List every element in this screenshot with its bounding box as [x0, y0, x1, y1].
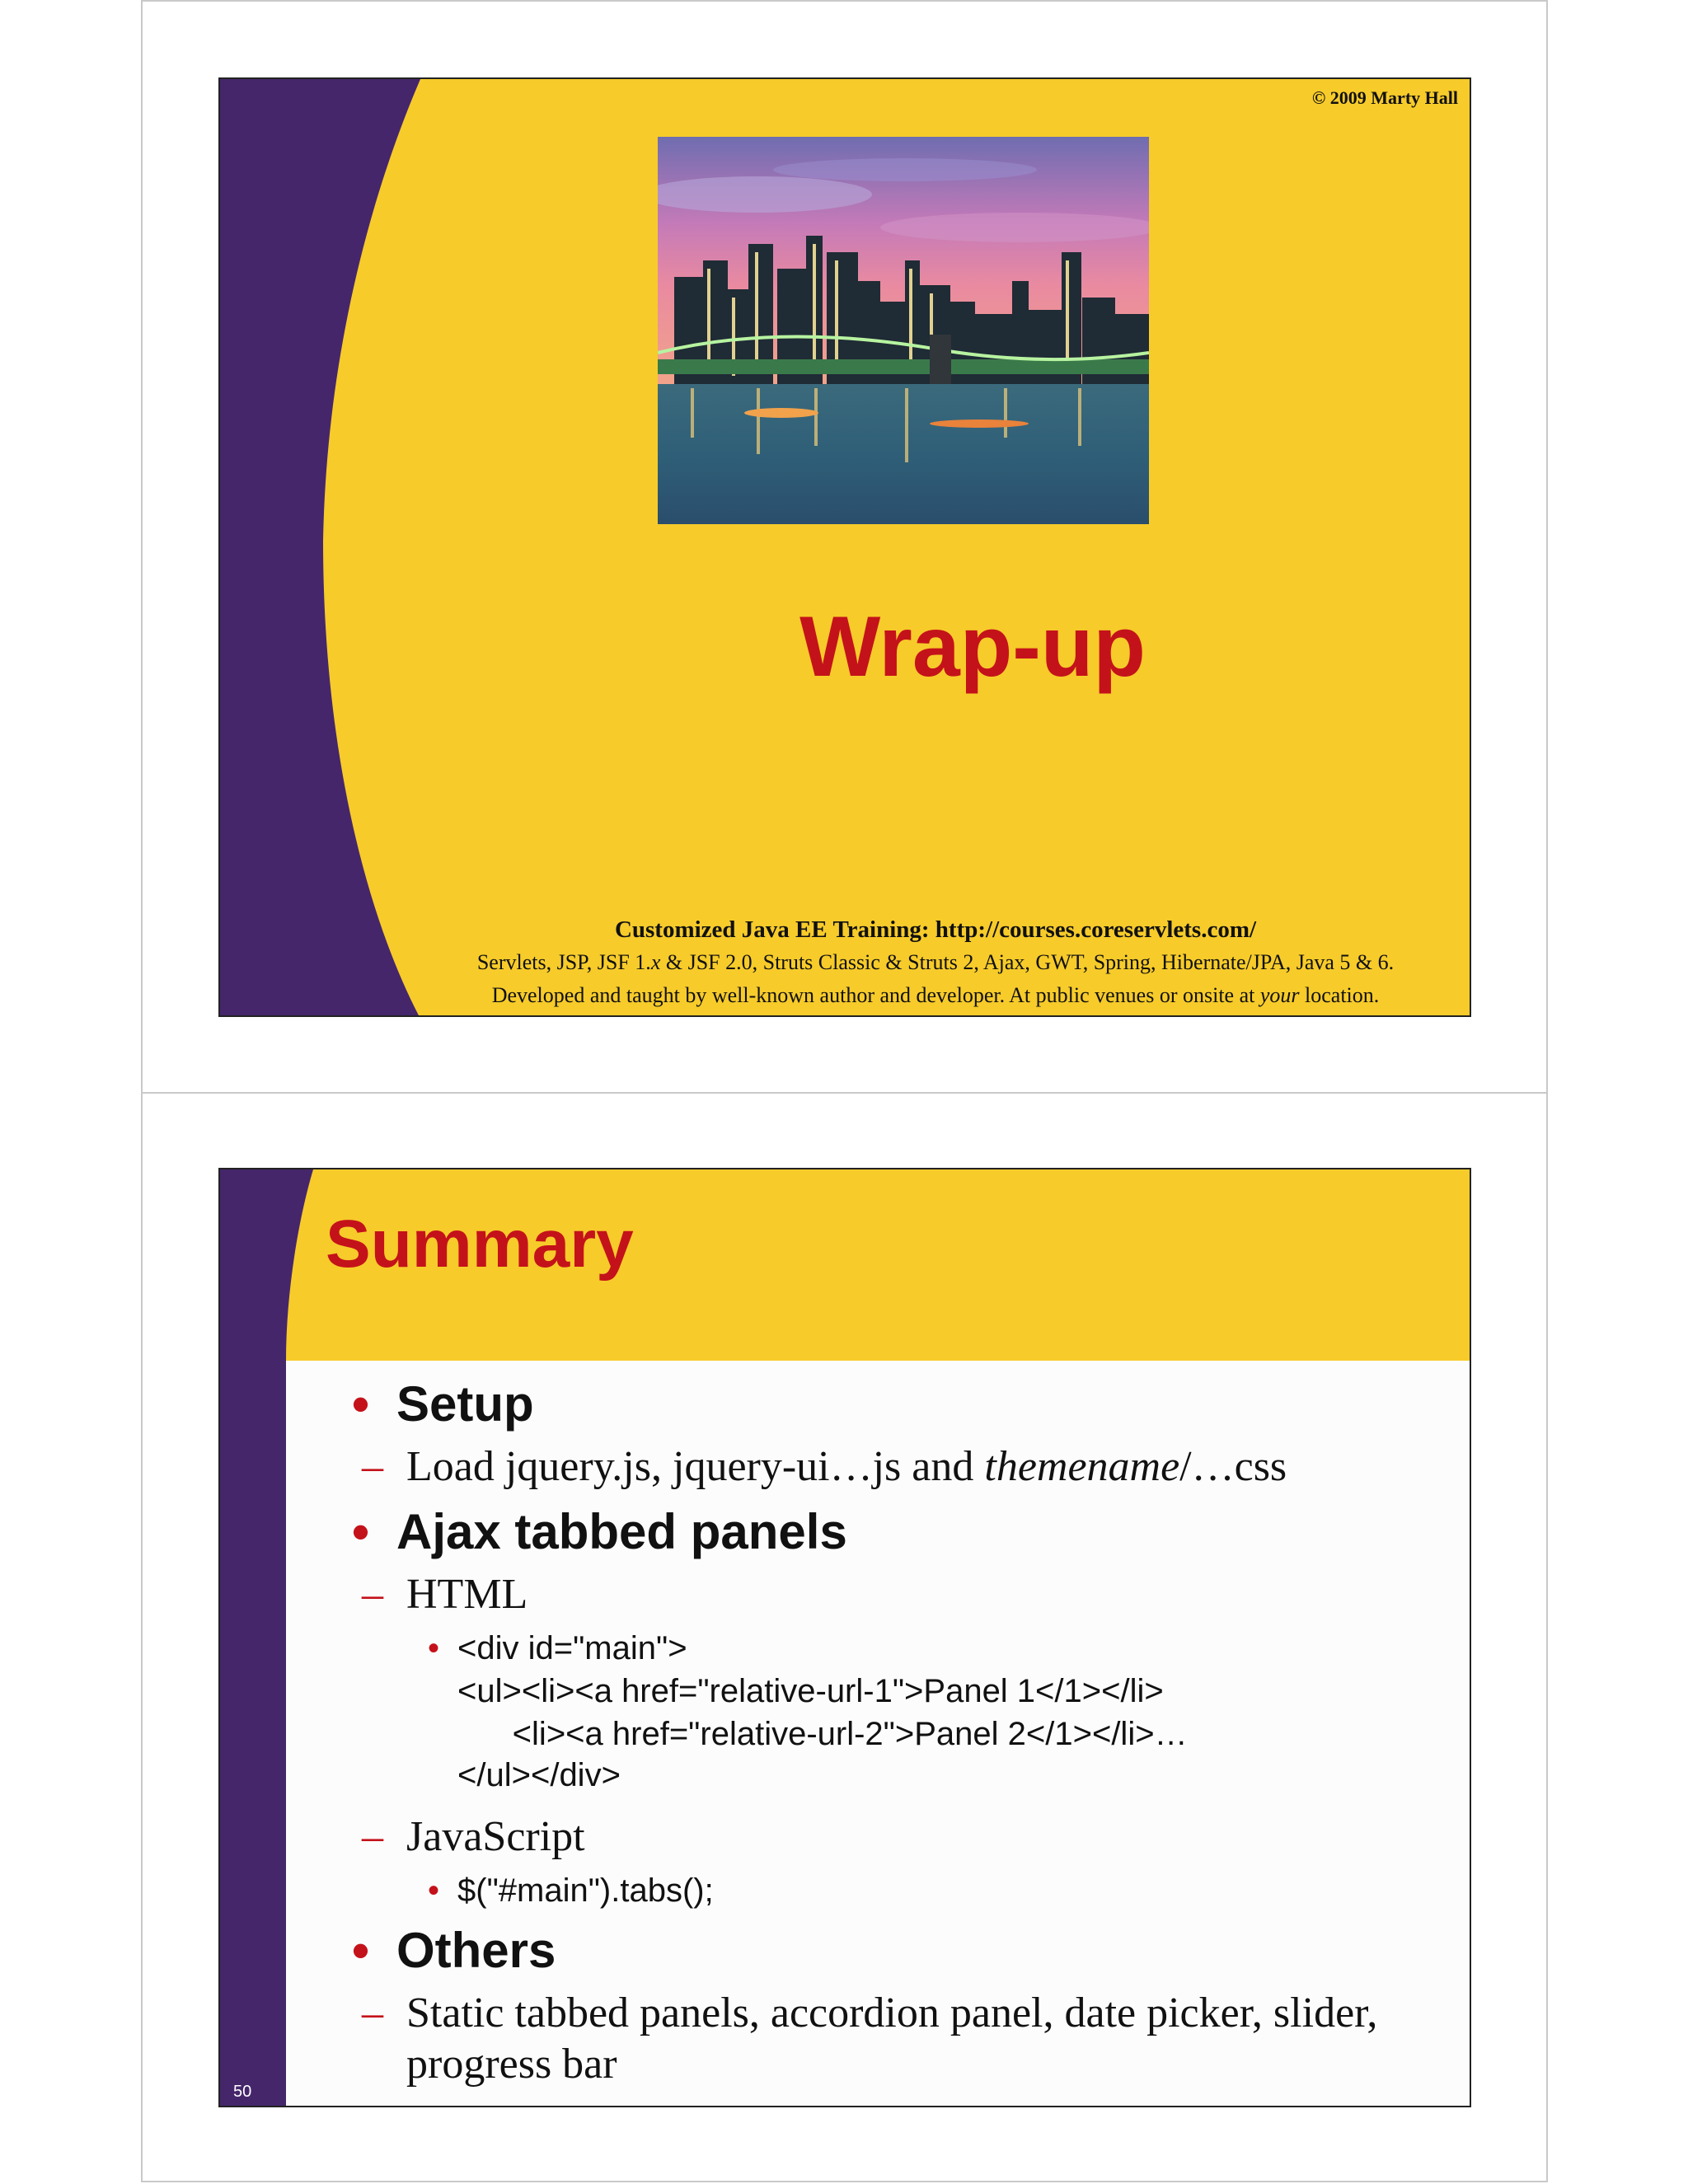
sub-bullet-load: – Load jquery.js, jquery-ui…js and themename/…css: [362, 1443, 1287, 1490]
footer-topics-line: [401, 946, 1470, 979]
bullet-setup: • Setup: [352, 1376, 534, 1432]
code-js-text: $("#main").tabs();: [457, 1872, 714, 1909]
footer-author-part2: location.: [1299, 983, 1380, 1007]
sub-bullet-load-part1: Load jquery.js, jquery-ui…js and: [406, 1443, 985, 1490]
sub-bullet-load-italic: themename: [984, 1443, 1180, 1490]
code-html-line2: <ul><li><a href="relative-url-1">Panel 1</1></li>: [457, 1673, 1164, 1709]
footer-author-line: [401, 979, 1470, 1012]
code-html-text1: <div id="main">: [457, 1630, 687, 1666]
slide-wrap-up: [218, 77, 1471, 1017]
footer-author-part1: Developed and taught by well-known author and developer. At public venues or onsite at: [491, 983, 1260, 1007]
city-skyline-image: [658, 137, 1149, 524]
code-html-line1: • <div id="main">: [428, 1630, 687, 1666]
sub-bullet-others-cont: progress bar: [406, 2041, 617, 2088]
slide-number: 50: [233, 2083, 252, 2101]
sub-bullet-javascript-text: JavaScript: [406, 1813, 585, 1860]
footer-topics-part1: Servlets, JSP, JSF 1.: [476, 950, 651, 974]
sub-bullet-others: – Static tabbed panels, accordion panel, date picker, slider,: [362, 1990, 1378, 2036]
slide-title: Summary: [326, 1207, 634, 1282]
bullet-others-text: Others: [396, 1923, 556, 1978]
footer-author-italic: your: [1259, 983, 1300, 1007]
footer-training-line: Customized Java EE Training: http://courses.coreservlets.com/: [614, 916, 1257, 943]
code-html-line3: <li><a href="relative-url-2">Panel 2</1></li>…: [457, 1716, 1188, 1752]
copyright-text: © 2009 Marty Hall: [1311, 87, 1458, 108]
sub-bullet-html: – HTML: [362, 1571, 528, 1618]
bullet-setup-text: Setup: [396, 1376, 534, 1432]
bullet-ajax-text: Ajax tabbed panels: [396, 1504, 847, 1559]
sub-bullet-others-text1: Static tabbed panels, accordion panel, date picker, slider,: [406, 1990, 1378, 2036]
code-js-line: • $("#main").tabs();: [428, 1872, 714, 1909]
code-html-line4: </ul></div>: [457, 1757, 621, 1793]
bullet-ajax: • Ajax tabbed panels: [352, 1504, 847, 1559]
sub-bullet-load-part2: /…css: [1179, 1443, 1287, 1490]
slide-summary: [218, 1168, 1471, 2107]
footer-topics-italic: x: [650, 950, 661, 974]
sub-bullet-javascript: – JavaScript: [362, 1813, 585, 1860]
sub-bullet-html-text: HTML: [406, 1571, 528, 1618]
footer-topics-part2: & JSF 2.0, Struts Classic & Struts 2, Ajax, GWT, Spring, Hibernate/JPA, Java 5 & 6.: [660, 950, 1395, 974]
bullet-others: • Others: [352, 1923, 556, 1978]
slide-title: Wrap-up: [799, 599, 1146, 695]
page-divider: [141, 1092, 1548, 1094]
training-footer: [401, 913, 1470, 1012]
